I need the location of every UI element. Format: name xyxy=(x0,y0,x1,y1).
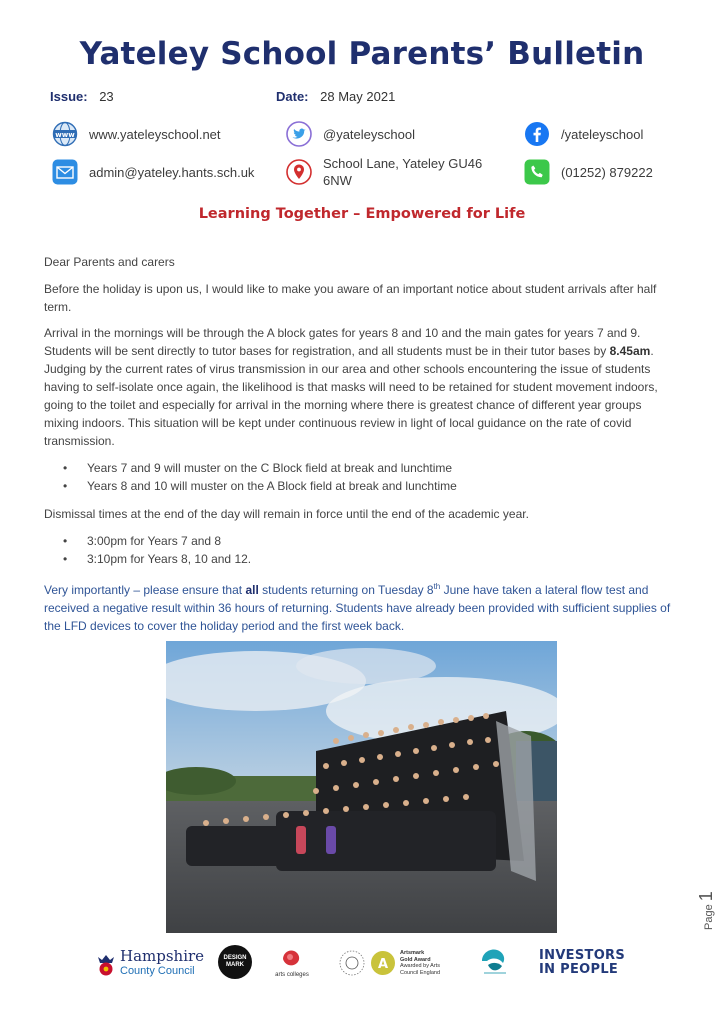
gold-award-icon xyxy=(370,950,396,976)
design-mark-logo: DESIGN MARK xyxy=(218,945,252,979)
photo-illustration xyxy=(166,641,557,933)
bulletin-title: Yateley School Parents’ Bulletin xyxy=(79,36,645,72)
address-line-2: 6NW xyxy=(323,173,352,188)
dismissal-list xyxy=(44,532,251,568)
date-field xyxy=(276,89,395,104)
school-tagline: Learning Together – Empowered for Life xyxy=(198,206,526,222)
email-link[interactable]: admin@yateley.hants.sch.uk xyxy=(89,164,255,180)
teal-partner-logo xyxy=(478,945,512,982)
dismissal-intro: Dismissal times at the end of the day will remain in force until the end of the academic year. xyxy=(44,507,529,521)
investors-in-people-logo: INVESTORS IN PEOPLE xyxy=(539,948,626,977)
twitter-contact[interactable] xyxy=(286,121,415,147)
phone-icon xyxy=(524,159,550,185)
facebook-contact[interactable] xyxy=(524,121,643,147)
letter-paragraph-1: Before the holiday is upon us, I would like to make you aware of an important notice about student arrivals after half term. xyxy=(44,282,657,314)
letter-paragraph-2: Arrival in the mornings will be through the A block gates for years 8 and 10 and the main gates for years 7 and 9. Students will be sent directly to tutor bases for registration, and all students must be in their tutor bases by 8.45am. Judging by the current rates of virus transmission in our area and other schools encountering the issue of students having to self-isolate once again, the likelihood is that masks will need to be retained for student movement indoors, going to the toilet and especially for arrival in the morning where there is greatest chance of different year groups mixing indoors. This situation will be kept under continuous review in light of local guidance on the rate of covid transmission. xyxy=(44,326,658,448)
letter-greeting: Dear Parents and carers xyxy=(44,255,175,269)
address-text xyxy=(323,155,482,189)
address-line-1: School Lane, Yateley GU46 xyxy=(323,156,483,171)
list-item: • 3:00pm for Years 7 and 8 xyxy=(44,532,251,550)
mail-icon xyxy=(52,159,78,185)
list-item: • 3:10pm for Years 8, 10 and 12. xyxy=(44,550,251,568)
list-item: • Years 8 and 10 will muster on the A Block field at break and lunchtime xyxy=(44,477,457,495)
artsmark-seal-icon xyxy=(338,949,366,977)
arrival-time: 8.45am xyxy=(609,344,651,358)
page-number: Page1 xyxy=(696,891,716,930)
website-contact[interactable] xyxy=(52,121,221,147)
issue-value: 23 xyxy=(99,89,114,104)
muster-list xyxy=(44,459,457,495)
emphasis-all: all xyxy=(245,583,259,597)
location-pin-icon xyxy=(286,159,312,185)
globe-icon xyxy=(52,121,78,147)
artsmark-logo: A Artsmark Gold Award Awarded by Arts Council England xyxy=(338,949,440,977)
issue-field xyxy=(50,89,114,104)
issue-label: Issue: xyxy=(50,89,88,104)
list-item: • Years 7 and 9 will muster on the C Block field at break and lunchtime xyxy=(44,459,457,477)
phone-contact[interactable] xyxy=(524,159,653,185)
student-group-photo xyxy=(166,641,557,933)
svg-text:A: A xyxy=(377,957,389,972)
facebook-handle[interactable]: /yateleyschool xyxy=(561,126,644,142)
crown-rose-icon xyxy=(95,951,117,977)
address-contact xyxy=(286,155,482,189)
phone-number[interactable]: (01252) 879222 xyxy=(561,164,653,180)
svg-text:www: www xyxy=(55,130,75,139)
hampshire-logo: Hampshire County Council xyxy=(95,949,204,979)
website-link[interactable]: www.yateleyschool.net xyxy=(89,126,221,142)
email-contact[interactable] xyxy=(52,159,254,185)
footer-logos xyxy=(0,945,724,985)
facebook-icon xyxy=(524,121,550,147)
teal-swirl-icon xyxy=(478,945,512,977)
arts-colleges-logo: arts colleges xyxy=(274,947,310,978)
date-label: Date: xyxy=(276,89,309,104)
important-notice: Very importantly – please ensure that all students returning on Tuesday 8th June have taken a lateral flow test and received a negative result within 36 hours of returning. Students have already been provided with sufficient supplies of the LFD devices to cover the holiday period and the first week back. xyxy=(44,582,671,633)
date-value: 28 May 2021 xyxy=(320,89,396,104)
twitter-handle[interactable]: @yateleyschool xyxy=(323,126,415,142)
arts-colleges-mark-icon xyxy=(279,947,305,969)
twitter-icon xyxy=(286,121,312,147)
